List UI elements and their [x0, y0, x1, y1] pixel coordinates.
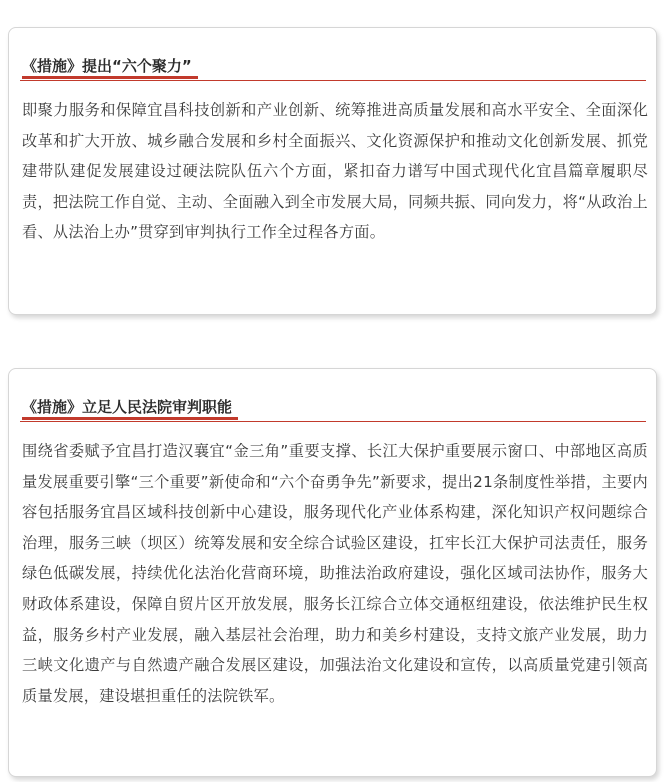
section-body-text: 围绕省委赋予宜昌打造汉襄宜“金三角”重要支撑、长江大保护重要展示窗口、中部地区高质量发展重要引擎“三个重要”新使命和“六个奋勇争先”新要求，提出21条制度性举措，主要内容包括服务宜昌区域科技创新中心建设，服务现代化产业体系构建，深化知识产权问题综合治理，服务三峡（坝区）统筹发展和安全综合试验区建设，扛牢长江大保护司法责任，服务绿色低碳发展，持续优化法治化营商环境，助推法治政府建设，强化区域司法协作，服务大财政体系建设，保障自贸片区开放发展，服务长江综合立体交通枢纽建设，依法维护民生权益，服务乡村产业发展，融入基层社会治理，助力和美乡村建设，支持文旅产业发展，助力三峡文化遗产与自然遗产融合发展区建设，加强法治文化建设和宣传，以高质量党建引领高质量发展，建设堪担重任的法院铁军。	[22, 442, 648, 705]
section-heading: 《措施》提出“六个聚力”	[22, 56, 198, 79]
section-heading: 《措施》立足人民法院审判职能	[22, 397, 238, 420]
section-heading-rule	[20, 56, 646, 81]
section-body-text: 即聚力服务和保障宜昌科技创新和产业创新、统筹推进高质量发展和高水平安全、全面深化改革和扩大开放、城乡融合发展和乡村全面振兴、文化资源保护和推动文化创新发展、抓党建带队建促发展建设过硬法院队伍六个方面，紧扣奋力谱写中国式现代化宜昌篇章履职尽责，把法院工作自觉、主动、全面融入到全市发展大局，同频共振、同向发力，将“从政治上看、从法治上办”贯穿到审判执行工作全过程各方面。	[22, 101, 648, 242]
section-card-judicial-function	[8, 368, 657, 777]
section-card-measures-six-focus	[8, 27, 657, 315]
section-heading-rule	[20, 397, 646, 422]
